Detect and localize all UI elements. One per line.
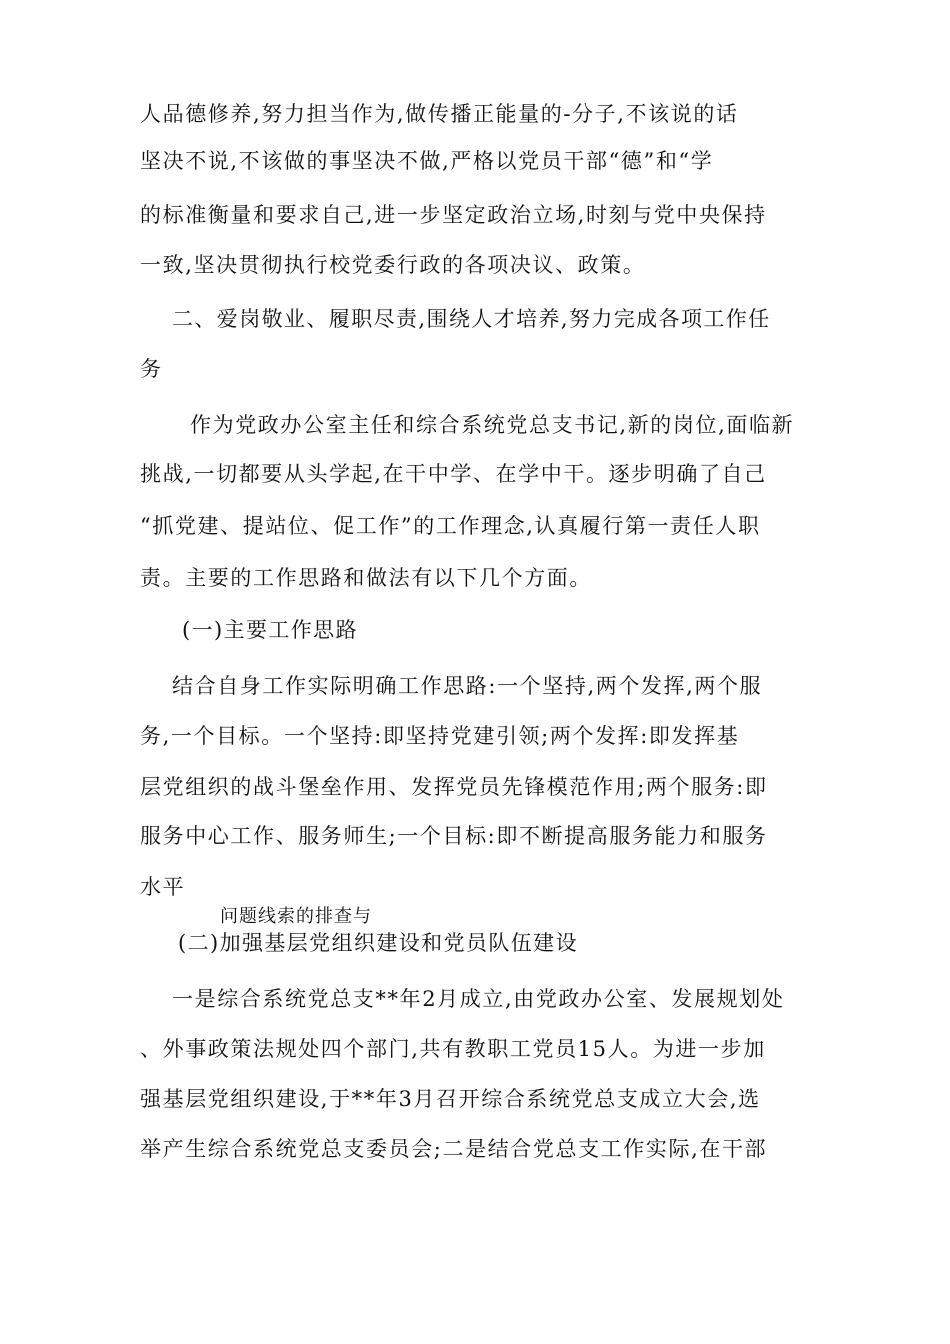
- paragraph1-line-1: 人品德修养,努力担当作为,做传播正能量的-分子,不该说的话: [140, 102, 739, 126]
- paragraph3-line-1: 结合自身工作实际明确工作思路:一个坚持,两个发挥,两个服: [172, 674, 763, 698]
- paragraph1-line-3: 的标准衡量和要求自己,进一步坚定政治立场,时刻与党中央保持: [140, 203, 767, 227]
- paragraph2-line-4: 责。主要的工作思路和做法有以下几个方面。: [140, 566, 592, 590]
- paragraph4-line-2: 、外事政策法规处四个部门,共有教职工党员15人。为进一步加: [140, 1037, 766, 1061]
- paragraph3-line-2: 务,一个目标。一个坚持:即坚持党建引领;两个发挥:即发挥基: [140, 724, 740, 748]
- paragraph3-line-4: 服务中心工作、服务师生;一个目标:即不断提高服务能力和服务: [140, 824, 768, 848]
- stray-text-fragment: 问题线索的排查与: [220, 906, 372, 927]
- subheading-main-ideas: (一)主要工作思路: [182, 618, 358, 642]
- section-heading-line-1: 二、爱岗敬业、履职尽责,围绕人才培养,努力完成各项工作任: [172, 307, 771, 331]
- paragraph2-line-2: 挑战,一切都要从头学起,在干中学、在学中干。逐步明确了自己: [140, 462, 767, 486]
- paragraph1-line-2: 坚决不说,不该做的事坚决不做,严格以党员干部“德”和“学: [140, 149, 714, 173]
- subheading-party-building: (二)加强基层党组织建设和党员队伍建设: [178, 931, 578, 955]
- paragraph3-line-5: 水平: [140, 875, 186, 899]
- paragraph4-line-1: 一是综合系统党总支**年2月成立,由党政办公室、发展规划处: [172, 987, 785, 1011]
- paragraph4-line-3: 强基层党组织建设,于**年3月召开综合系统党总支成立大会,选: [140, 1087, 761, 1111]
- paragraph1-line-4: 一致,坚决贯彻执行校党委行政的各项决议、政策。: [140, 253, 646, 277]
- paragraph2-line-3: “抓党建、提站位、促工作”的工作理念,认真履行第一责任人职: [140, 514, 761, 538]
- paragraph3-line-3: 层党组织的战斗堡垒作用、发挥党员先锋模范作用;两个服务:即: [140, 775, 768, 799]
- paragraph2-line-1: 作为党政办公室主任和综合系统党总支书记,新的岗位,面临新: [190, 413, 795, 437]
- paragraph4-line-4: 举产生综合系统党总支委员会;二是结合党总支工作实际,在干部: [140, 1137, 768, 1161]
- section-heading-line-2: 务: [140, 357, 163, 381]
